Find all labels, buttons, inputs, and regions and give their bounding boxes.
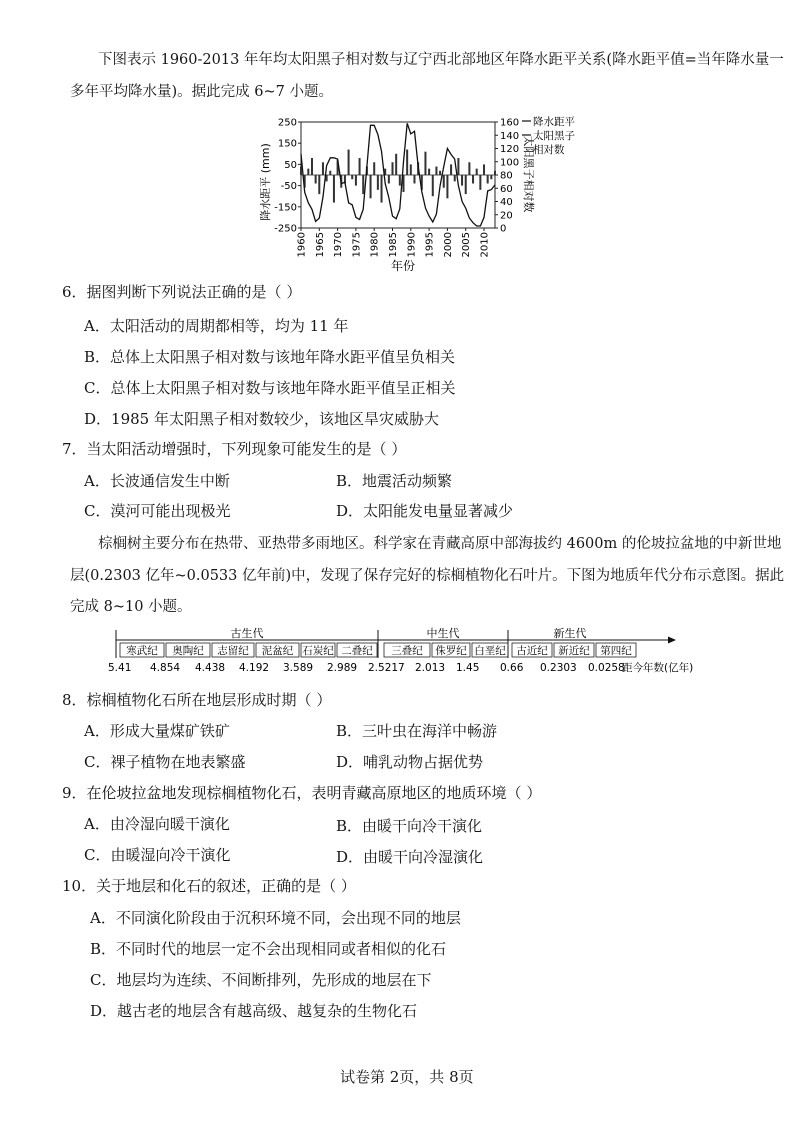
era-label: 中生代 bbox=[426, 627, 460, 640]
precipitation-bar bbox=[494, 171, 496, 175]
precipitation-bar bbox=[446, 175, 448, 198]
page-footer: 试卷第 2页，共 8页 bbox=[340, 1068, 474, 1086]
right-tick-label: 20 bbox=[500, 210, 513, 222]
right-tick-label: 60 bbox=[500, 183, 513, 195]
precipitation-bar bbox=[311, 158, 313, 175]
right-tick-label: 120 bbox=[500, 144, 520, 155]
question-9-stem: 9．在伦坡拉盆地发现棕榈植物化石，表明青藏高原地区的地质环境（ ） bbox=[62, 784, 542, 802]
q7-option-b: B．地震活动频繁 bbox=[336, 472, 453, 490]
precipitation-bar bbox=[307, 169, 309, 175]
left-tick-label: -250 bbox=[274, 223, 297, 235]
precipitation-bar bbox=[399, 175, 401, 186]
intro-line: 完成 8~10 小题。 bbox=[70, 599, 192, 615]
legend-sunspot: 太阳黑子 bbox=[533, 130, 575, 142]
x-axis-label: 年份 bbox=[390, 259, 416, 273]
x-tick-label: 1965 bbox=[314, 232, 326, 258]
q6-option-a: A．太阳活动的周期都相等，均为 11 年 bbox=[84, 317, 349, 335]
legend-precip: 降水距平 bbox=[533, 116, 575, 128]
precipitation-bar bbox=[348, 150, 350, 175]
precipitation-bar bbox=[465, 175, 467, 194]
x-tick-label: 1975 bbox=[351, 232, 363, 258]
q9-option-d: D．由暖干向冷湿演化 bbox=[336, 848, 484, 866]
right-tick-label: 80 bbox=[500, 170, 513, 182]
precipitation-bar bbox=[439, 171, 441, 175]
period-label: 二叠纪 bbox=[341, 645, 373, 657]
period-label: 奥陶纪 bbox=[172, 645, 204, 657]
y-axis-label-right: 太阳黑子相对数 bbox=[522, 135, 535, 213]
left-tick-label: 250 bbox=[277, 117, 297, 129]
precipitation-bar bbox=[333, 175, 335, 203]
precipitation-bar bbox=[395, 154, 397, 175]
q8-option-b: B．三叶虫在海洋中畅游 bbox=[336, 722, 498, 740]
age-label: 5.41 bbox=[108, 662, 132, 674]
age-label: 0.0258 bbox=[588, 662, 625, 674]
q8-option-d: D．哺乳动物占据优势 bbox=[336, 753, 484, 771]
precipitation-bar bbox=[468, 162, 470, 175]
era-label: 新生代 bbox=[553, 627, 587, 640]
y-axis-label-left: 降水距平 (mm) bbox=[259, 143, 272, 221]
intro-line: 下图表示 1960-2013 年年均太阳黑子相对数与辽宁西北部地区年降水距平关系(降水距平值=当年降水量一 bbox=[98, 52, 784, 68]
period-label: 寒武纪 bbox=[126, 645, 158, 657]
precipitation-bar bbox=[450, 164, 452, 175]
q8-option-a: A．形成大量煤矿铁矿 bbox=[84, 722, 230, 740]
era-label: 古生代 bbox=[230, 627, 264, 640]
right-axis bbox=[495, 118, 519, 235]
q10-option-a: A．不同演化阶段由于沉积环境不同，会出现不同的地层 bbox=[90, 909, 461, 927]
precipitation-bar bbox=[435, 167, 437, 175]
precipitation-bar bbox=[370, 175, 372, 198]
q9-option-a: A．由冷湿向暖干演化 bbox=[84, 815, 230, 833]
precipitation-bar bbox=[413, 175, 415, 183]
timeline-arrow bbox=[668, 637, 676, 644]
precipitation-bar bbox=[392, 162, 394, 175]
right-tick-label: 40 bbox=[500, 197, 513, 208]
period-label: 侏罗纪 bbox=[435, 645, 467, 657]
q7-option-d: D．太阳能发电量显著减少 bbox=[336, 502, 514, 520]
right-tick-label: 100 bbox=[500, 157, 520, 169]
age-label: 4.192 bbox=[239, 662, 270, 674]
precipitation-bar bbox=[359, 158, 361, 175]
x-tick-label: 2000 bbox=[442, 232, 454, 258]
q8-option-c: C．裸子植物在地表繁盛 bbox=[84, 753, 246, 771]
precipitation-bars bbox=[300, 150, 496, 203]
timeline-axis-label: 距今年数(亿年) bbox=[622, 662, 694, 674]
age-label: 2.5217 bbox=[368, 662, 405, 674]
x-tick-label: 1985 bbox=[388, 232, 400, 258]
period-label: 第四纪 bbox=[600, 645, 632, 657]
period-label: 泥盆纪 bbox=[261, 645, 294, 657]
age-label: 1.45 bbox=[456, 662, 480, 674]
x-tick-label: 1960 bbox=[296, 232, 308, 258]
question-7-stem: 7．当太阳活动增强时，下列现象可能发生的是（ ） bbox=[62, 440, 407, 458]
precipitation-bar bbox=[472, 175, 474, 183]
right-tick-label: 160 bbox=[500, 117, 520, 129]
left-axis bbox=[274, 118, 301, 235]
period-label: 石炭纪 bbox=[302, 645, 334, 657]
geologic-timeline bbox=[108, 624, 700, 680]
x-tick-label: 2005 bbox=[461, 232, 473, 258]
intro-line: 多年平均降水量)。据此完成 6~7 小题。 bbox=[70, 84, 333, 100]
left-tick-label: -150 bbox=[274, 202, 297, 214]
q7-option-a: A．长波通信发生中断 bbox=[84, 472, 230, 490]
q7-option-c: C．漠河可能出现极光 bbox=[84, 502, 231, 520]
q6-option-d: D．1985 年太阳黑子相对数较少，该地区旱灾威胁大 bbox=[84, 410, 439, 428]
precipitation-bar bbox=[362, 175, 364, 194]
x-tick-label: 1980 bbox=[369, 232, 381, 258]
precipitation-bar bbox=[432, 175, 434, 196]
precipitation-bar bbox=[406, 150, 408, 175]
precipitation-bar bbox=[351, 175, 353, 179]
q9-option-c: C．由暖湿向冷干演化 bbox=[84, 846, 231, 864]
q10-option-c: C．地层均为连续、不间断排列，先形成的地层在下 bbox=[90, 971, 432, 989]
x-tick-label: 1970 bbox=[333, 232, 345, 258]
x-tick-label: 1990 bbox=[406, 232, 418, 258]
precipitation-bar bbox=[461, 175, 463, 186]
right-tick-label: 0 bbox=[500, 223, 507, 235]
age-label: 0.66 bbox=[500, 662, 524, 674]
precipitation-bar bbox=[443, 175, 445, 188]
precipitation-bar bbox=[428, 169, 430, 175]
left-tick-label: 150 bbox=[277, 138, 297, 150]
precipitation-bar bbox=[388, 175, 390, 183]
age-label: 3.589 bbox=[283, 662, 314, 674]
q6-option-c: C．总体上太阳黑子相对数与该地年降水距平值呈正相关 bbox=[84, 379, 456, 397]
question-10-stem: 10．关于地层和化石的叙述，正确的是（ ） bbox=[62, 877, 356, 895]
left-tick-label: 50 bbox=[284, 159, 297, 171]
precipitation-bar bbox=[377, 175, 379, 190]
precipitation-bar bbox=[454, 175, 456, 181]
precipitation-bar bbox=[373, 162, 375, 175]
precipitation-bar bbox=[315, 175, 317, 183]
period-label: 新近纪 bbox=[558, 645, 590, 657]
right-tick-label: 140 bbox=[500, 130, 520, 142]
precipitation-bar bbox=[490, 175, 492, 179]
precipitation-bar bbox=[479, 175, 481, 190]
precipitation-bar bbox=[410, 164, 412, 175]
precipitation-bar bbox=[322, 162, 324, 175]
x-tick-label: 2010 bbox=[479, 232, 491, 258]
x-axis bbox=[297, 228, 491, 257]
precipitation-bar bbox=[457, 158, 459, 175]
age-label: 2.989 bbox=[327, 662, 358, 674]
period-label: 古近纪 bbox=[516, 645, 548, 657]
precipitation-bar bbox=[355, 175, 357, 186]
age-label: 2.013 bbox=[415, 662, 446, 674]
question-8-stem: 8．棕榈植物化石所在地层形成时期（ ） bbox=[62, 691, 332, 709]
period-label: 三叠纪 bbox=[391, 645, 423, 657]
q10-option-d: D．越古老的地层含有越高级、越复杂的生物化石 bbox=[90, 1002, 418, 1020]
sunspot-precipitation-chart bbox=[255, 112, 595, 274]
q10-option-b: B．不同时代的地层一定不会出现相同或者相似的化石 bbox=[90, 940, 447, 958]
legend-sunspot-2: 相对数 bbox=[533, 144, 565, 156]
precipitation-bar bbox=[381, 175, 383, 203]
left-tick-label: -50 bbox=[280, 181, 297, 193]
q6-option-b: B．总体上太阳黑子相对数与该地年降水距平值呈负相关 bbox=[84, 348, 456, 366]
period-label: 志留纪 bbox=[217, 645, 249, 657]
precipitation-bar bbox=[329, 171, 331, 175]
intro-line: 棕榈树主要分布在热带、亚热带多雨地区。科学家在青藏高原中部海拔约 4600m 的伦坡拉盆地的中新世地 bbox=[98, 536, 782, 552]
question-6-stem: 6．据图判断下列说法正确的是（ ） bbox=[62, 283, 302, 301]
precipitation-bar bbox=[483, 164, 485, 175]
precipitation-bar bbox=[424, 152, 426, 175]
intro-line: 层(0.2303 亿年~0.0533 亿年前)中，发现了保存完好的棕榈植物化石叶片。下图为地质年代分布示意图。据此 bbox=[70, 568, 785, 584]
precipitation-bar bbox=[487, 175, 489, 183]
x-tick-label: 1995 bbox=[424, 232, 436, 258]
age-label: 0.2303 bbox=[540, 662, 577, 674]
precipitation-bar bbox=[318, 175, 320, 194]
age-label: 4.854 bbox=[150, 662, 181, 674]
q9-option-b: B．由暖干向冷干演化 bbox=[336, 817, 483, 835]
age-label: 4.438 bbox=[195, 662, 226, 674]
precipitation-bar bbox=[476, 169, 478, 175]
period-label: 白垩纪 bbox=[474, 645, 506, 657]
